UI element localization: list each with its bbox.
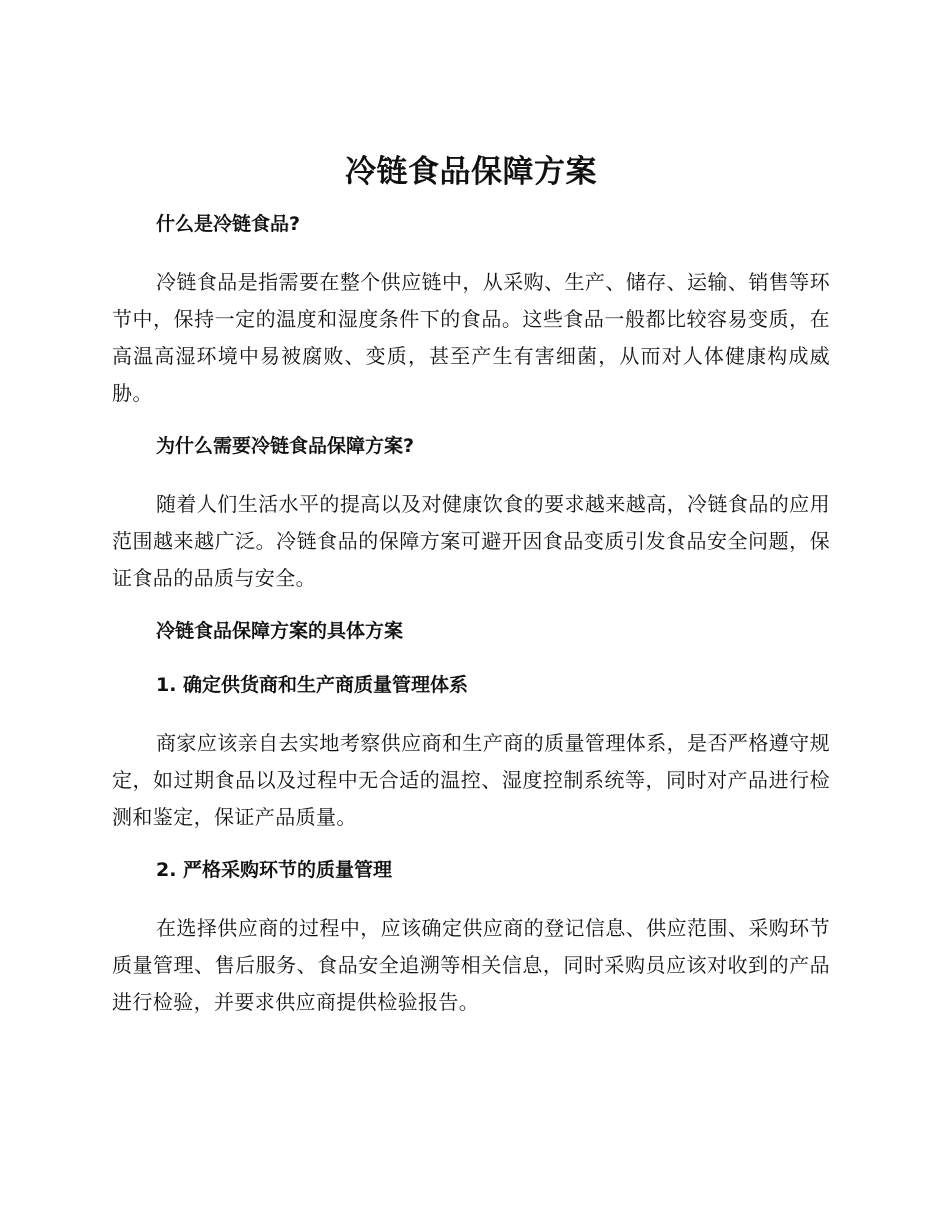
document-title: 冷链食品保障方案	[345, 154, 597, 190]
document-page	[112, 148, 830, 1041]
section-heading-specific-plan: 冷链食品保障方案的具体方案	[156, 620, 404, 642]
section-heading-procurement-quality: 2. 严格采购环节的质量管理	[156, 859, 393, 881]
section-paragraph-procurement-quality: 在选择供应商的过程中，应该确定供应商的登记信息、供应范围、采购环节质量管理、售后服务、食品安全追溯等相关信息，同时采购员应该对收到的产品进行检验，并要求供应商提供检验报告。	[112, 916, 830, 1014]
section-paragraph-what-is: 冷链食品是指需要在整个供应链中，从采购、生产、储存、运输、销售等环节中，保持一定的温度和湿度条件下的食品。这些食品一般都比较容易变质，在高温高湿环境中易被腐败、变质，甚至产生有害细菌，从而对人体健康构成威胁。	[112, 270, 830, 405]
section-paragraph-supplier-quality: 商家应该亲自去实地考察供应商和生产商的质量管理体系，是否严格遵守规定，如过期食品以及过程中无合适的温控、湿度控制系统等，同时对产品进行检测和鉴定，保证产品质量。	[112, 731, 830, 829]
section-paragraph-why-needed: 随着人们生活水平的提高以及对健康饮食的要求越来越高，冷链食品的应用范围越来越广泛。冷链食品的保障方案可避开因食品变质引发食品安全问题，保证食品的品质与安全。	[112, 492, 830, 590]
section-heading-why-needed: 为什么需要冷链食品保障方案?	[156, 435, 415, 457]
section-heading-what-is: 什么是冷链食品?	[156, 213, 301, 235]
section-heading-supplier-quality: 1. 确定供货商和生产商质量管理体系	[156, 674, 469, 696]
